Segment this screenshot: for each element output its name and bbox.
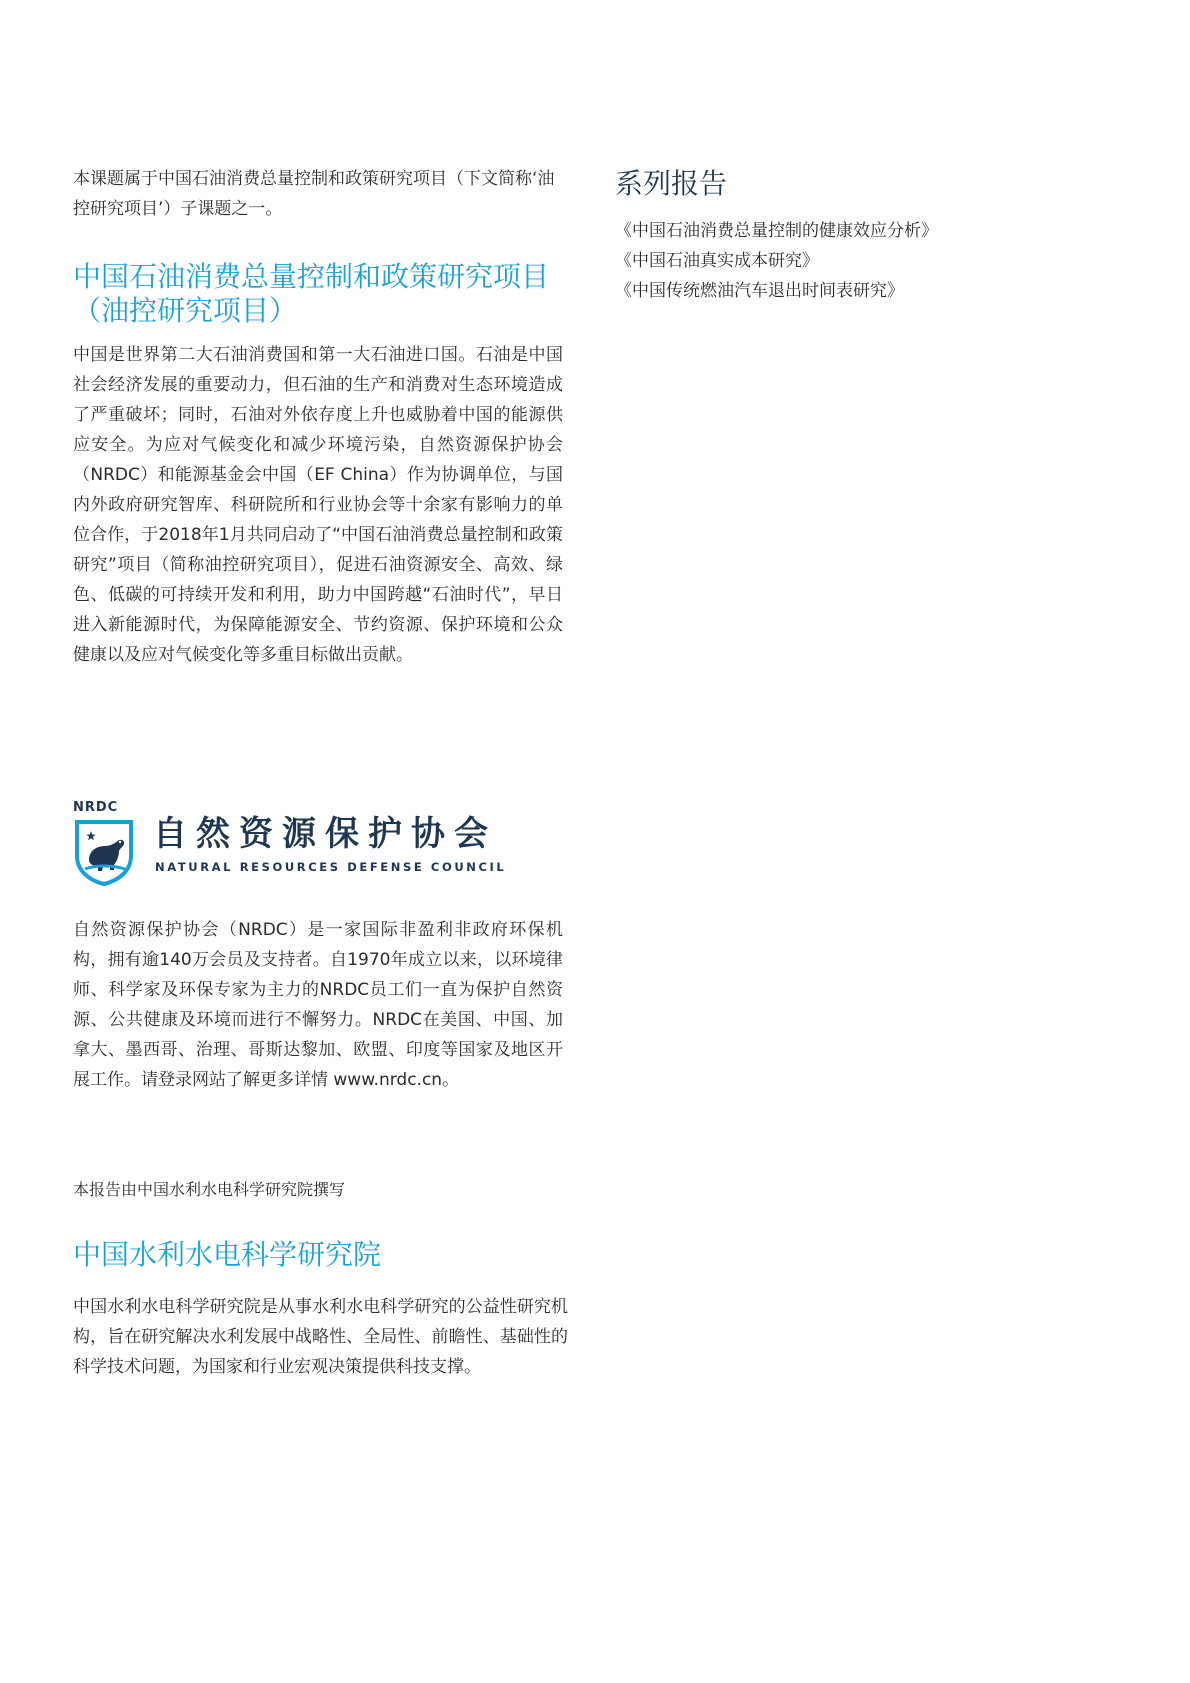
iwhr-heading: 中国水利水电科学研究院: [73, 1238, 382, 1271]
nrdc-logo: [73, 800, 513, 890]
polar-bear-shield-icon: [73, 818, 135, 886]
series-list: [615, 216, 938, 306]
oil-project-body: 中国是世界第二大石油消费国和第一大石油进口国。石油是中国社会经济发展的重要动力，但石油的生产和消费对生态环境造成了严重破坏；同时，石油对外依存度上升也威胁着中国的能源供应安全。为应对气候变化和减少环境污染，自然资源保护协会（NRDC）和能源基金会中国（EF China）作为协调单位，与国内外政府研究智库、科研院所和行业协会等十余家有影响力的单位合作，于2018年1月共同启动了“中国石油消费总量控制和政策研究”项目（简称油控研究项目），促进石油资源安全、高效、绿色、低碳的可持续开发和利用，助力中国跨越“石油时代”，早日进入新能源时代，为保障能源安全、节约资源、保护环境和公众健康以及应对气候变化等多重目标做出贡献。: [73, 345, 563, 665]
iwhr-body: 中国水利水电科学研究院是从事水利水电科学研究的公益性研究机构，旨在研究解决水利发展中战略性、全局性、前瞻性、基础性的科学技术问题，为国家和行业宏观决策提供科技支撑。: [73, 1297, 568, 1377]
series-item: 《中国石油消费总量控制的健康效应分析》: [615, 221, 938, 241]
series-item: 《中国石油真实成本研究》: [615, 251, 819, 271]
nrdc-logo-english-name: NATURAL RESOURCES DEFENSE COUNCIL: [155, 860, 507, 874]
oil-project-heading: 中国石油消费总量控制和政策研究项目（油控研究项目）: [73, 260, 550, 327]
series-title: 系列报告: [615, 167, 728, 200]
written-by-note: 本报告由中国水利水电科学研究院撰写: [73, 1180, 346, 1199]
nrdc-logo-chinese-name: 自然资源保护协会: [153, 814, 497, 854]
nrdc-body: 自然资源保护协会（NRDC）是一家国际非盈利非政府环保机构，拥有逾140万会员及支持者。自1970年成立以来，以环境律师、科学家及环保专家为主力的NRDC员工们一直为保护自然资源、公共健康及环境而进行不懈努力。NRDC在美国、中国、加拿大、墨西哥、治理、哥斯达黎加、欧盟、印度等国家及地区开展工作。请登录网站了解更多详情 www.nrdc.cn。: [73, 920, 563, 1090]
series-item: 《中国传统燃油汽车退出时间表研究》: [615, 281, 904, 301]
nrdc-logo-wordmark: NRDC: [73, 800, 119, 815]
intro-paragraph: 本课题属于中国石油消费总量控制和政策研究项目（下文简称‘油控研究项目’）子课题之一。: [73, 169, 555, 219]
